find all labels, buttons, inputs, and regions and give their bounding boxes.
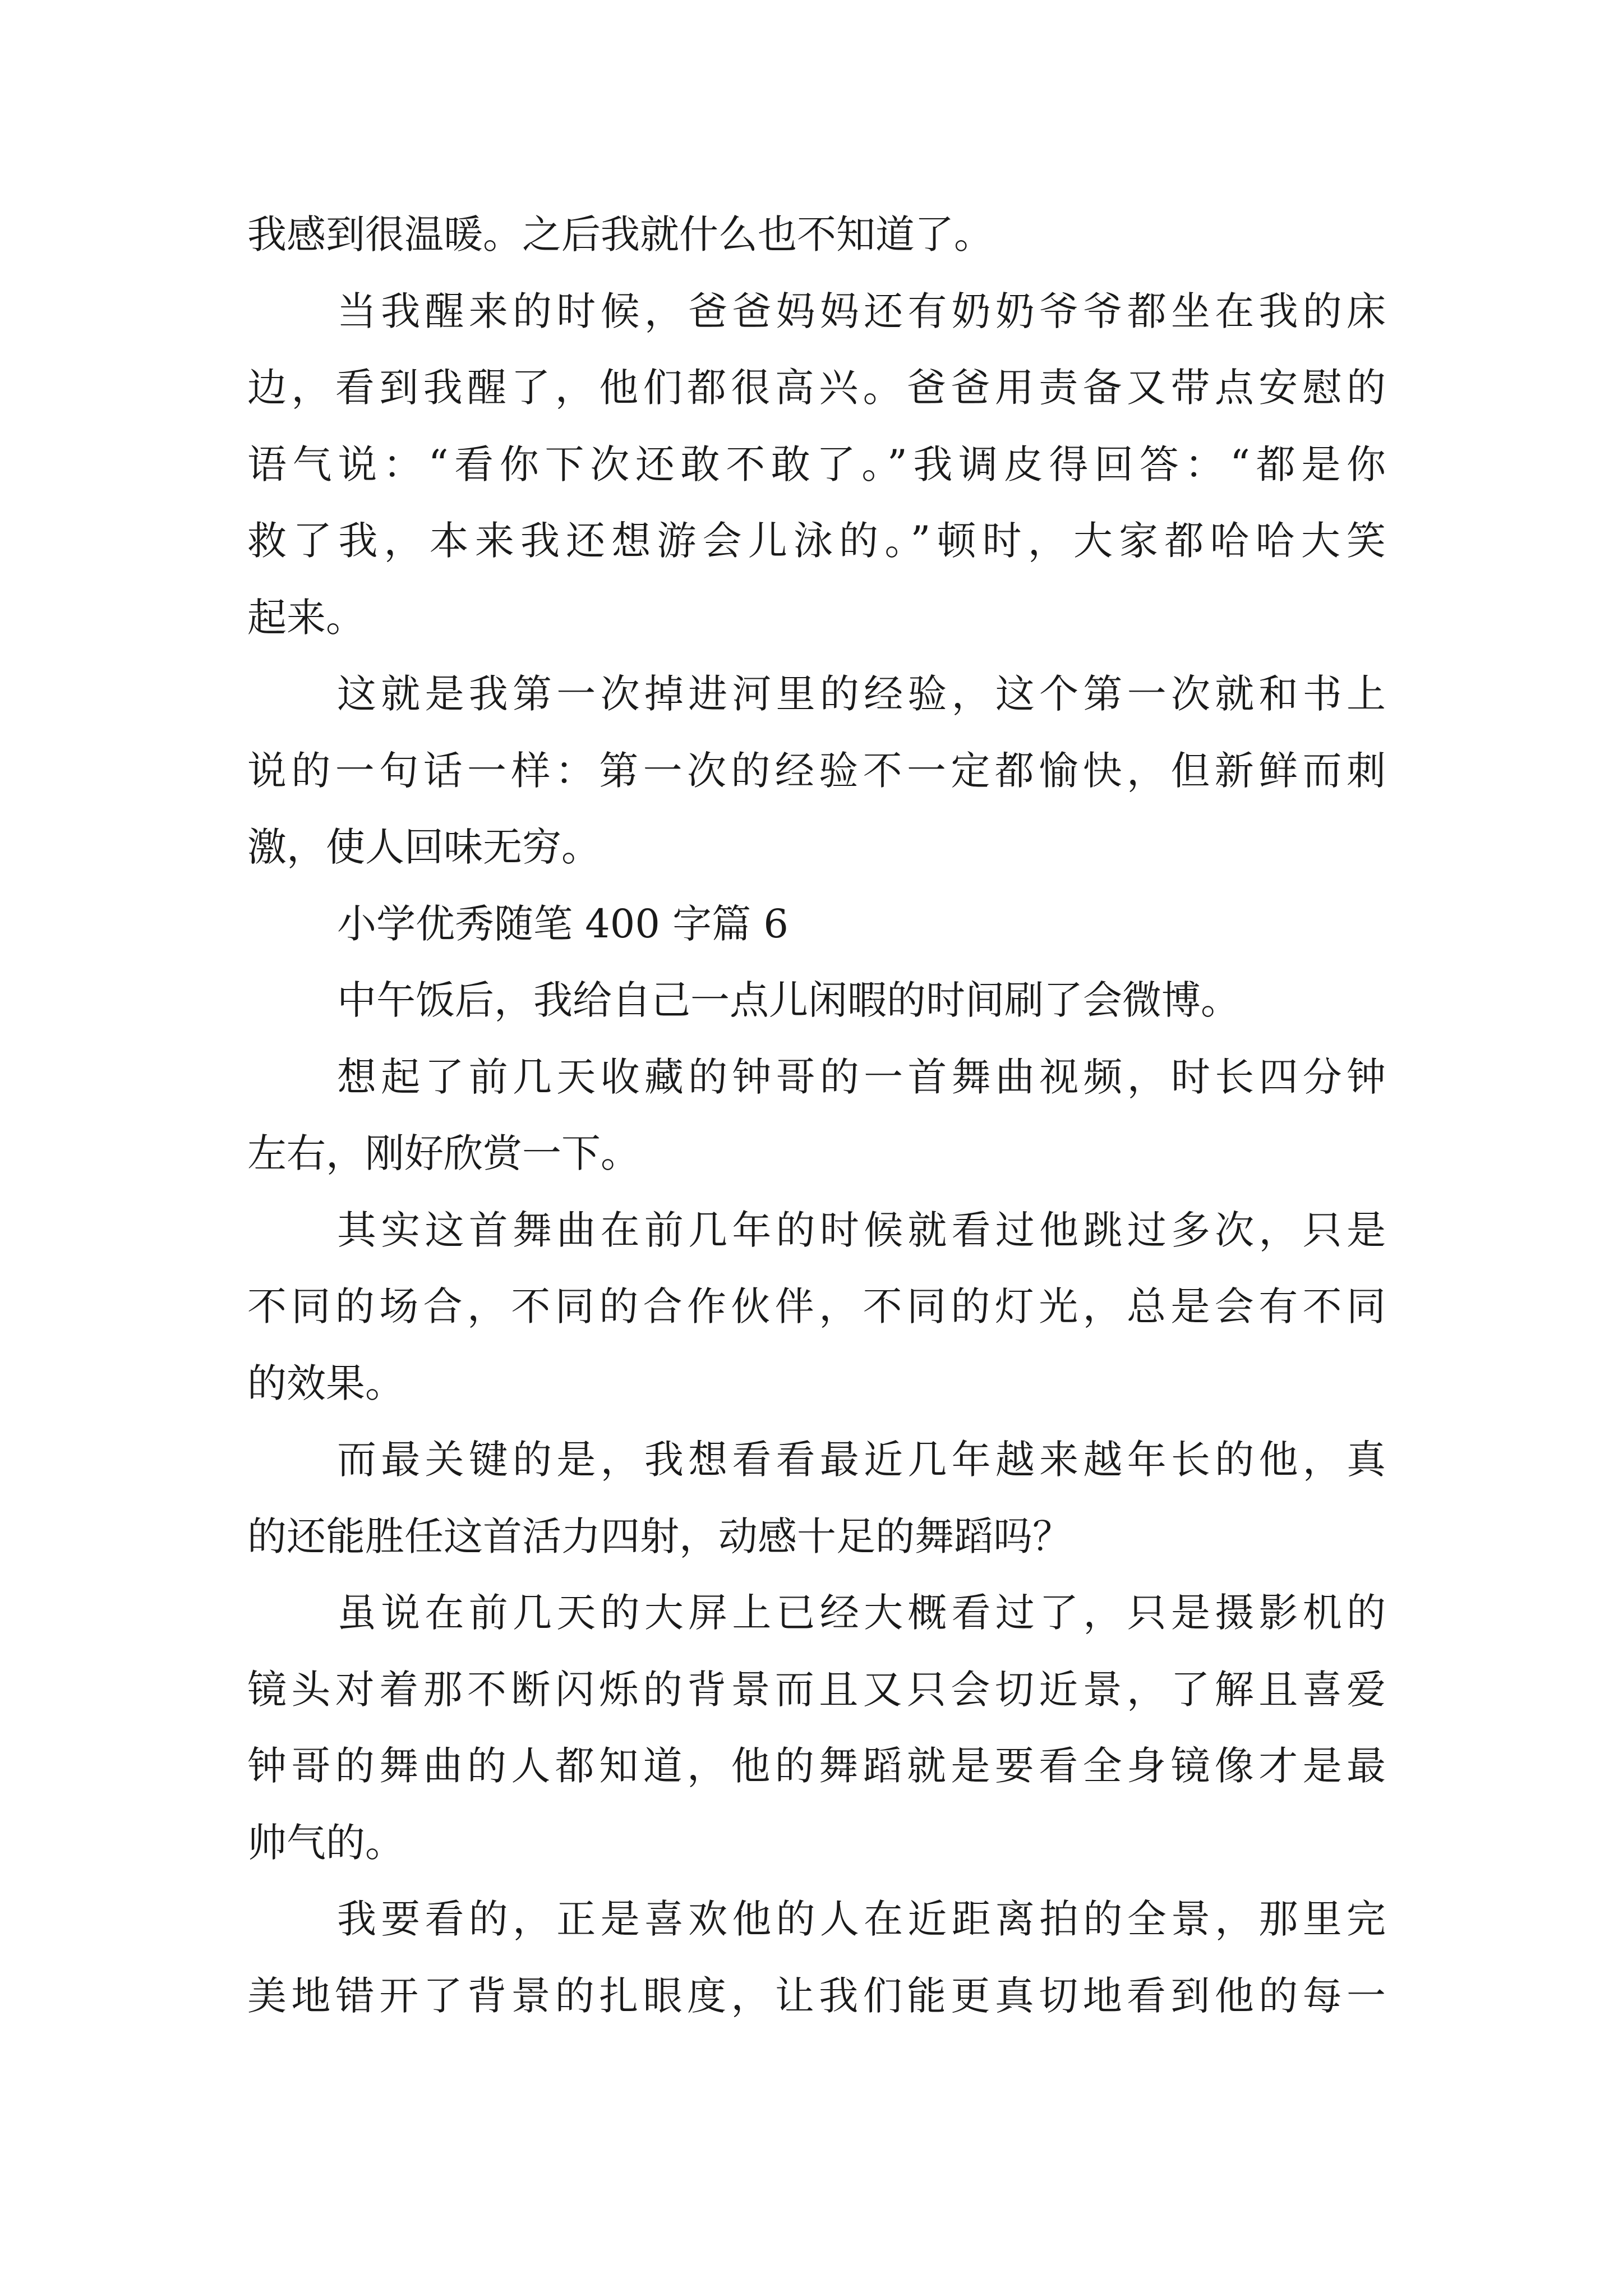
text-line: 我要看的，正是喜欢他的人在近距离拍的全景，那里完 — [337, 1896, 1386, 1942]
text-line: 而最关键的是，我想看看最近几年越来越年长的他，真 — [337, 1437, 1386, 1483]
text-line: 美地错开了背景的扎眼度，让我们能更真切地看到他的每一 — [247, 1973, 1386, 2019]
text-line: 其实这首舞曲在前几年的时候就看过他跳过多次，只是 — [337, 1207, 1386, 1253]
text-line: 中午饭后，我给自己一点儿闲暇的时间刷了会微博。 — [337, 977, 1240, 1023]
text-line: 的效果。 — [247, 1360, 404, 1406]
text-line: 不同的场合，不同的合作伙伴，不同的灯光，总是会有不同 — [247, 1283, 1386, 1329]
text-line: 起来。 — [247, 595, 365, 641]
text-line: 想起了前几天收藏的钟哥的一首舞曲视频，时长四分钟 — [337, 1054, 1386, 1100]
text-line: 的还能胜任这首活力四射，动感十足的舞蹈吗？ — [247, 1513, 1072, 1559]
text-line: 虽说在前几天的大屏上已经大概看过了，只是摄影机的 — [337, 1590, 1386, 1636]
text-line: 钟哥的舞曲的人都知道，他的舞蹈就是要看全身镜像才是最 — [247, 1743, 1386, 1789]
text-line: 语气说：“看你下次还敢不敢了。”我调皮得回答：“都是你 — [247, 441, 1386, 487]
text-line: 我感到很温暖。之后我就什么也不知道了。 — [247, 211, 993, 257]
text-line: 左右，刚好欣赏一下。 — [247, 1130, 640, 1176]
text-line: 激，使人回味无穷。 — [247, 824, 601, 870]
text-line: 说的一句话一样：第一次的经验不一定都愉快，但新鲜而刺 — [247, 748, 1386, 794]
text-line: 帅气的。 — [247, 1820, 404, 1866]
text-line: 这就是我第一次掉进河里的经验，这个第一次就和书上 — [337, 671, 1386, 717]
text-line: 边，看到我醒了，他们都很高兴。爸爸用责备又带点安慰的 — [247, 365, 1386, 411]
text-line: 救了我，本来我还想游会儿泳的。”顿时，大家都哈哈大笑 — [247, 518, 1386, 564]
text-line: 当我醒来的时候，爸爸妈妈还有奶奶爷爷都坐在我的床 — [337, 288, 1386, 334]
text-line: 镜头对着那不断闪烁的背景而且又只会切近景，了解且喜爱 — [247, 1667, 1386, 1713]
section-heading: 小学优秀随笔 400 字篇 6 — [337, 901, 789, 947]
